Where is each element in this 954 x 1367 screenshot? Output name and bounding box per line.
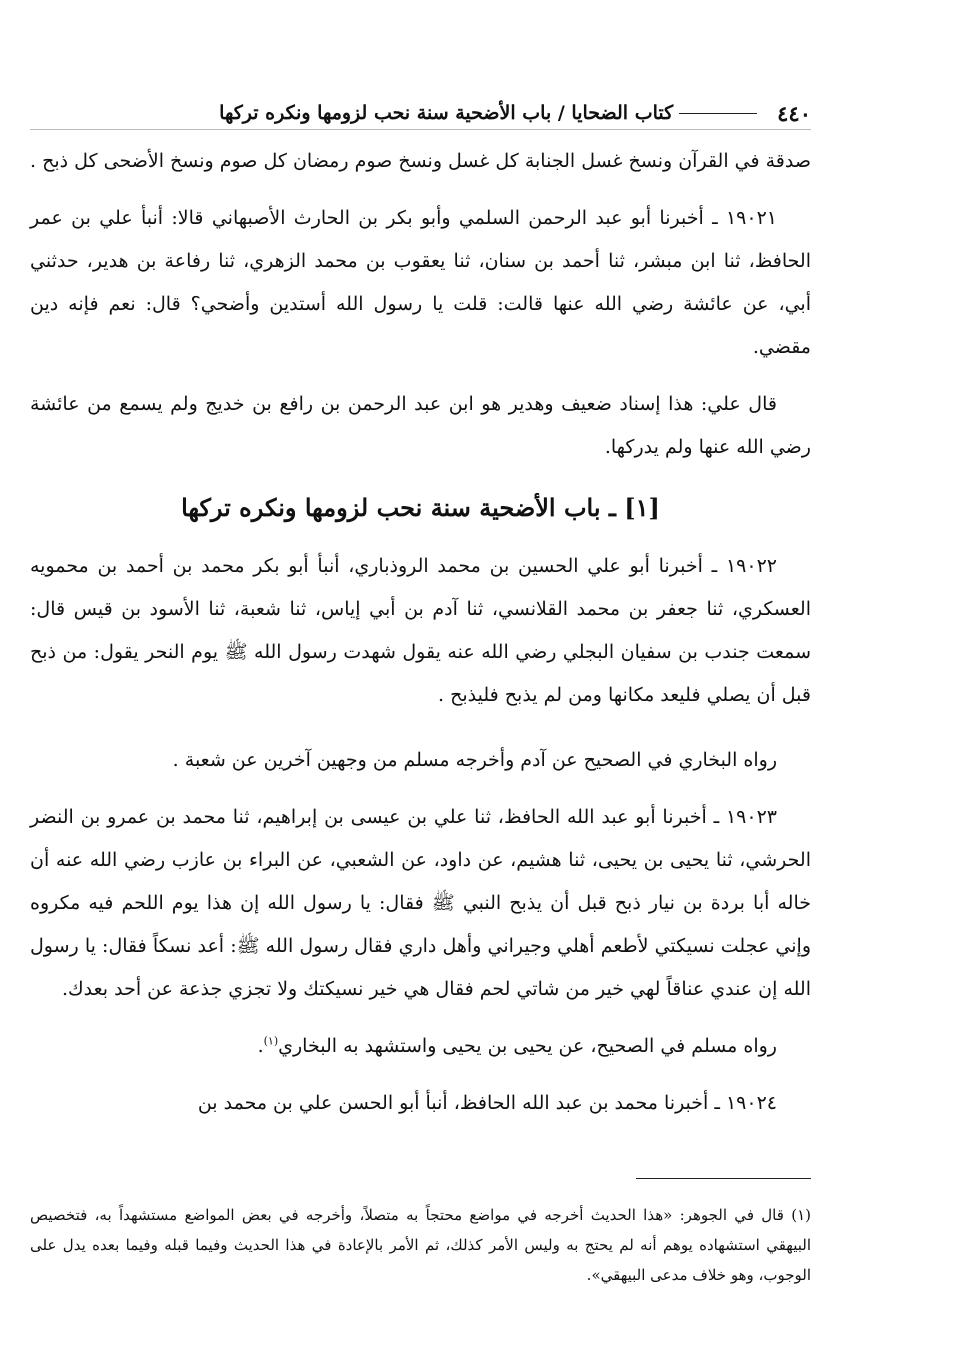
muslim-note-end: . <box>257 1035 264 1057</box>
running-header <box>30 96 811 130</box>
page-number: ٤٤٠ <box>777 100 811 126</box>
muslim-note <box>30 1025 811 1068</box>
commentary-ali: قال علي: هذا إسناد ضعيف وهدير هو ابن عبد الرحمن بن رافع بن خديج ولم يسمع من عائشة رضي الله عنها ولم يدركها. <box>30 393 811 458</box>
hadith-19021: ١٩٠٢١ ـ أخبرنا أبو عبد الرحمن السلمي وأبو بكر بن الحارث الأصبهاني قالا: أنبأ علي بن عمر الحافظ، ثنا ابن مبشر، ثنا أحمد بن سنان، ثنا يعقوب بن محمد الزهري، ثنا رفاعة بن هدير، حدثني أبي، عن عائشة رضي الله عنها قالت: قلت يا رسول الله أستدين وأضحي؟ قال: نعم فإنه دين مقضي. <box>30 207 811 358</box>
footnote <box>30 1200 811 1290</box>
hadith-19022: ١٩٠٢٢ ـ أخبرنا أبو علي الحسين بن محمد الروذباري، أنبأ أبو بكر محمد بن أحمد بن محمويه العسكري، ثنا جعفر بن محمد القلانسي، ثنا آدم بن أبي إياس، ثنا شعبة، ثنا الأسود بن قيس قال: سمعت جندب بن سفيان البجلي رضي الله عنه يقول شهدت رسول الله ﷺ يوم النحر يقول: من ذبح قبل أن يصلي فليعد مكانها ومن لم يذبح فليذبح . <box>30 555 811 706</box>
bukhari-note: رواه البخاري في الصحيح عن آدم وأخرجه مسلم من وجهين آخرين عن شعبة . <box>172 749 777 771</box>
header-title: كتاب الضحايا / باب الأضحية سنة نحب لزومها ونكره تركها <box>219 102 674 124</box>
hadith-19023: ١٩٠٢٣ ـ أخبرنا أبو عبد الله الحافظ، ثنا علي بن عيسى بن إبراهيم، ثنا محمد بن عمرو بن النضر الحرشي، ثنا يحيى بن يحيى، ثنا هشيم، عن داود، عن الشعبي، عن البراء بن عازب رضي الله عنه أن خاله أبا بردة بن نيار ذبح قبل أن يذبح النبي ﷺ فقال: يا رسول الله إن هذا يوم اللحم فيه مكروه وإني عجلت نسيكتي لأطعم أهلي وجيراني وأهل داري فقال رسول الله ﷺ: أعد نسكاً فقال: يا رسول الله إن عندي عناقاً لهي خير من شاتي لحم فقال هي خير نسيكتك ولا تجزي جذعة عن أحد بعدك. <box>30 806 811 1000</box>
paragraph-continuation: صدقة في القرآن ونسخ غسل الجنابة كل غسل ونسخ صوم رمضان كل صوم ونسخ الأضحى كل ذبح . <box>30 150 811 172</box>
chapter-title: [١] ـ باب الأضحية سنة نحب لزومها ونكره تركها <box>181 493 660 522</box>
muslim-note-text: رواه مسلم في الصحيح، عن يحيى بن يحيى واستشهد به البخاري <box>278 1035 777 1057</box>
main-text <box>30 140 811 1125</box>
footnote-ref[interactable]: (١) <box>263 1034 279 1048</box>
header-divider <box>30 129 811 130</box>
hadith-19024: ١٩٠٢٤ ـ أخبرنا محمد بن عبد الله الحافظ، أنبأ أبو الحسن علي بن محمد بن <box>197 1092 777 1114</box>
header-rule <box>679 113 757 114</box>
footnote-rule <box>636 1178 811 1179</box>
footnote-text: (١) قال في الجوهر: «هذا الحديث أخرجه في مواضع محتجاً به متصلاً، وأخرجه في بعض المواضع مستشهداً به، فتخصيص البيهقي استشهاده يوهم أنه لم يحتج به وليس الأمر كذلك، ثم الأمر بالإعادة في هذا الحديث وفيما قبله وفيما بعده يدل على الوجوب، وهو خلاف مدعى البيهقي». <box>30 1206 811 1284</box>
